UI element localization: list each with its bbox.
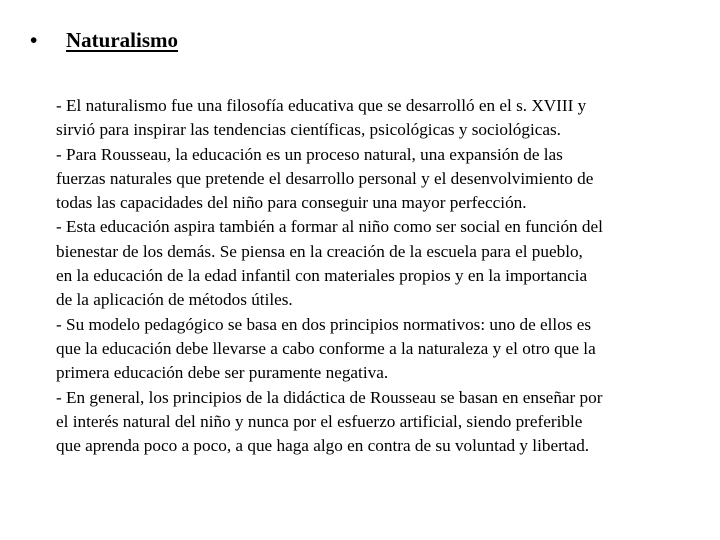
paragraph-line: fuerzas naturales que pretende el desarrollo personal y el desenvolvimiento de xyxy=(56,168,594,188)
paragraph-5 xyxy=(56,386,716,459)
paragraph-line: en la educación de la edad infantil con materiales propios y en la importancia xyxy=(56,266,588,286)
bullet-icon: • xyxy=(30,28,38,52)
paragraph-line: bienestar de los demás. Se piensa en la creación de la escuela para el pueblo, xyxy=(56,241,583,261)
paragraph-line: - Su modelo pedagógico se basa en dos principios normativos: uno de ellos es xyxy=(56,314,592,334)
paragraph-2 xyxy=(56,143,716,216)
paragraph-line: - Esta educación aspira también a formar al niño como ser social en función del xyxy=(56,217,603,237)
heading-title: Naturalismo xyxy=(66,28,178,52)
paragraph-line: que aprenda poco a poco, a que haga algo en contra de su voluntad y libertad. xyxy=(56,436,590,456)
paragraph-line: - Para Rousseau, la educación es un proceso natural, una expansión de las xyxy=(56,144,563,164)
paragraph-line: el interés natural del niño y nunca por el esfuerzo artificial, siendo preferible xyxy=(56,411,583,431)
paragraph-line: - El naturalismo fue una filosofía educativa que se desarrolló en el s. XVIII y xyxy=(56,96,587,115)
paragraph-line: primera educación debe ser puramente negativa. xyxy=(56,363,389,383)
paragraph-line: sirvió para inspirar las tendencias científicas, psicológicas y sociológicas. xyxy=(56,120,561,140)
paragraph-line: de la aplicación de métodos útiles. xyxy=(56,290,293,310)
paragraph-line: todas las capacidades del niño para conseguir una mayor perfección. xyxy=(56,193,527,213)
paragraph-3 xyxy=(56,215,716,312)
slide-body xyxy=(56,94,716,458)
paragraph-line: que la educación debe llevarse a cabo conforme a la naturaleza y el otro que la xyxy=(56,338,596,358)
paragraph-1 xyxy=(56,94,716,143)
paragraph-4 xyxy=(56,313,716,386)
slide-heading xyxy=(30,26,178,54)
paragraph-line: - En general, los principios de la didáctica de Rousseau se basan en enseñar por xyxy=(56,387,603,407)
